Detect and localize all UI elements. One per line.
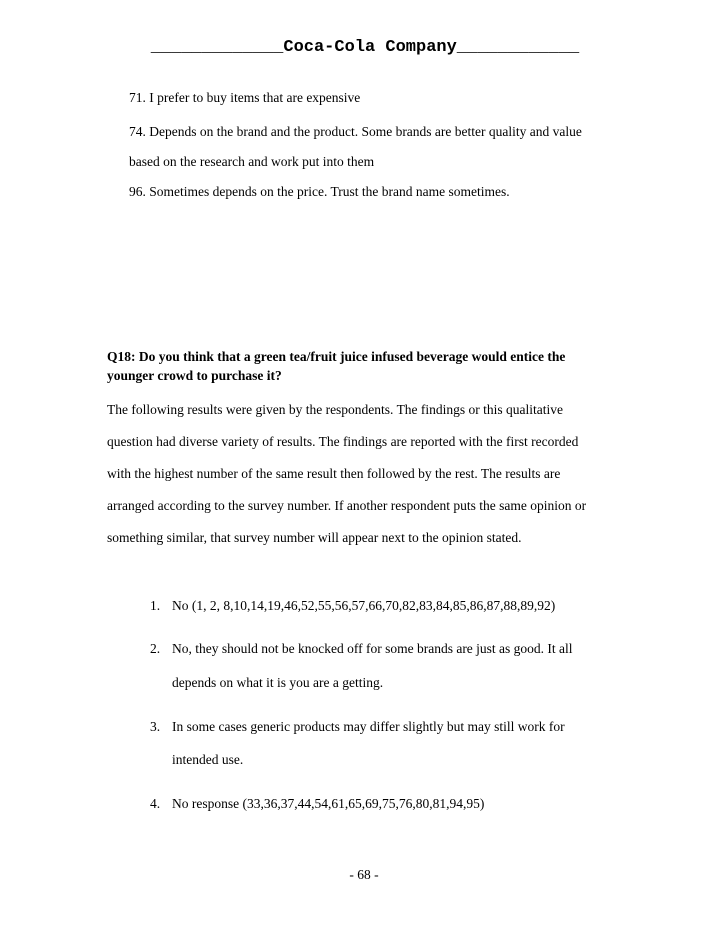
- response-96: 96. Sometimes depends on the price. Trust the brand name sometimes.: [129, 184, 510, 199]
- result-number-4: 4.: [150, 796, 161, 811]
- result-text-2-line-1: No, they should not be knocked off for some brands are just as good. It all: [172, 641, 573, 656]
- intro-paragraph-line-4: arranged according to the survey number. If another respondent puts the same opinion or: [107, 498, 587, 513]
- running-header: _____________Coca-Cola Company____________: [150, 38, 580, 57]
- intro-paragraph-line-2: question had diverse variety of results. The findings are reported with the first recorded: [107, 434, 579, 449]
- result-text-3-line-1: In some cases generic products may differ slightly but may still work for: [172, 719, 565, 734]
- result-text-2-line-2: depends on what it is you are a getting.: [172, 675, 384, 690]
- result-number-1: 1.: [150, 598, 161, 613]
- intro-paragraph-line-5: something similar, that survey number will appear next to the opinion stated.: [107, 530, 522, 545]
- response-71: 71. I prefer to buy items that are expensive: [129, 90, 361, 105]
- result-text-1: No (1, 2, 8,10,14,19,46,52,55,56,57,66,70,82,83,84,85,86,87,88,89,92): [172, 598, 556, 613]
- result-number-2: 2.: [150, 641, 161, 656]
- result-text-3-line-2: intended use.: [172, 752, 244, 767]
- intro-paragraph-line-1: The following results were given by the respondents. The findings or this qualitative: [107, 402, 564, 417]
- question-heading-line-2: younger crowd to purchase it?: [107, 368, 282, 383]
- result-text-4: No response (33,36,37,44,54,61,65,69,75,76,80,81,94,95): [172, 796, 485, 811]
- response-74-continued: based on the research and work put into them: [129, 154, 375, 169]
- result-number-3: 3.: [150, 719, 161, 734]
- intro-paragraph-line-3: with the highest number of the same result then followed by the rest. The results are: [107, 466, 561, 481]
- page-number: - 68 -: [349, 867, 379, 882]
- response-74: 74. Depends on the brand and the product. Some brands are better quality and value: [129, 124, 582, 139]
- question-heading-line-1: Q18: Do you think that a green tea/fruit juice infused beverage would entice the: [107, 349, 566, 364]
